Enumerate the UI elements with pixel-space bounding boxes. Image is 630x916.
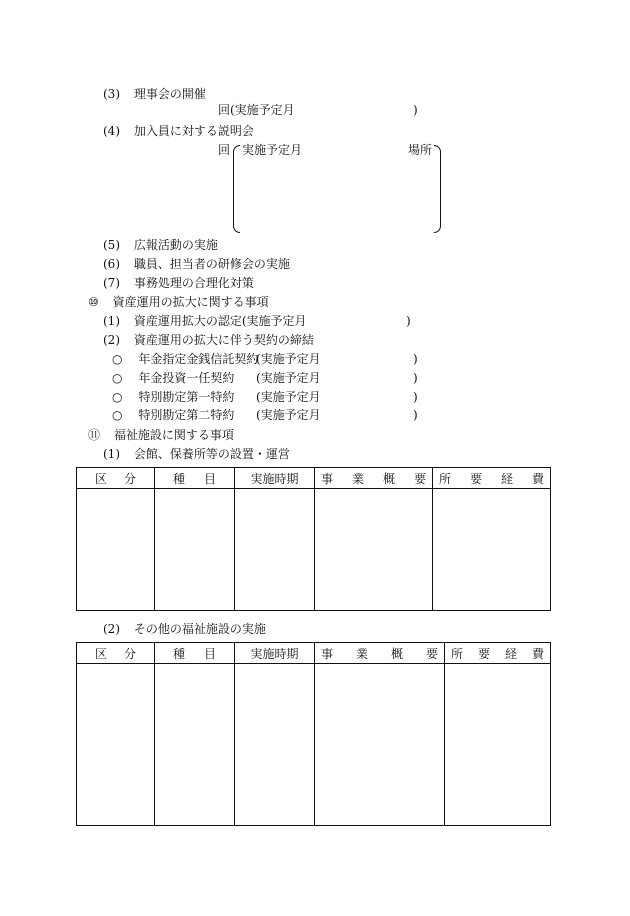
- cell-shoyo-keihi[interactable]: [433, 489, 551, 611]
- header-kubun: 区 分: [77, 468, 155, 489]
- header-kubun: 区 分: [77, 643, 155, 664]
- right-bracket: [434, 145, 441, 233]
- header-shoyo-keihi: 所 要 経 費: [433, 468, 551, 489]
- contract-name: 年金指定金銭信託契約: [138, 352, 259, 366]
- item-label: 広報活動の実施: [133, 238, 218, 252]
- item-number: (6): [103, 257, 120, 271]
- header-jigyo-gaiyo: 事 業 概 要: [315, 468, 433, 489]
- item-number: (1): [103, 447, 120, 461]
- cell-shumoku[interactable]: [155, 489, 235, 611]
- circle-bullet-icon: ○: [112, 352, 123, 366]
- header-shoyo-keihi: 所 要 経 費: [445, 643, 551, 664]
- item-label: 事務処理の合理化対策: [133, 276, 254, 290]
- header-shumoku: 種 目: [155, 643, 235, 664]
- item-label: 資産運用の拡大に伴う契約の締結: [133, 333, 314, 347]
- contract-name: 特別勘定第二特約: [138, 408, 235, 422]
- contract-name: 年金投資一任契約: [138, 371, 235, 385]
- contract-month: (実施予定月: [256, 390, 321, 404]
- item-number: (4): [103, 124, 120, 138]
- cell-jisshi-jiki[interactable]: [235, 664, 315, 826]
- item-label: 理事会の開催: [133, 87, 206, 101]
- item-label: 加入員に対する説明会: [133, 124, 254, 138]
- cell-jigyo-gaiyo[interactable]: [315, 489, 433, 611]
- contract-month: (実施予定月: [256, 352, 321, 366]
- item-number: (7): [103, 276, 120, 290]
- contract-month: (実施予定月: [256, 408, 321, 422]
- contract-row: [112, 352, 258, 366]
- item-number: (5): [103, 238, 120, 252]
- item-label: 職員、担当者の研修会の実施: [133, 257, 290, 271]
- item-6: [103, 257, 290, 271]
- circle-bullet-icon: ○: [112, 371, 123, 385]
- section-11-sub-1: [103, 447, 290, 461]
- item-5: [103, 238, 218, 252]
- header-jisshi-jiki: 実施時期: [235, 643, 315, 664]
- close-paren: ): [413, 371, 418, 385]
- item-3: [103, 87, 206, 101]
- circle-bullet-icon: ○: [112, 390, 123, 404]
- table-header-row: [77, 468, 551, 489]
- contract-row: [112, 408, 234, 422]
- item-4-count-label: 回: [218, 143, 231, 157]
- section-number: ⑩: [88, 295, 99, 309]
- item-number: (1): [103, 314, 120, 328]
- section-label: 福祉施設に関する事項: [113, 428, 234, 442]
- cell-jisshi-jiki[interactable]: [235, 489, 315, 611]
- contract-row: [112, 371, 234, 385]
- cell-shumoku[interactable]: [155, 664, 235, 826]
- section-label: 資産運用の拡大に関する事項: [112, 295, 269, 309]
- section-11-heading: [88, 428, 234, 442]
- contract-name: 特別勘定第一特約: [138, 390, 235, 404]
- item-3-schedule: [218, 103, 295, 117]
- table-row: [77, 489, 551, 611]
- circle-bullet-icon: ○: [112, 408, 123, 422]
- left-bracket: [233, 145, 240, 233]
- close-paren: ): [406, 314, 411, 328]
- schedule-label: 実施予定月: [242, 143, 303, 157]
- cell-kubun[interactable]: [77, 489, 155, 611]
- close-paren: ): [413, 103, 418, 117]
- item-number: (2): [103, 333, 120, 347]
- header-jisshi-jiki: 実施時期: [235, 468, 315, 489]
- facility-table-1: [76, 467, 551, 611]
- section-10-sub-1: [103, 314, 307, 328]
- contract-row: [112, 390, 234, 404]
- contract-month: (実施予定月: [256, 371, 321, 385]
- item-7: [103, 276, 254, 290]
- item-label: その他の福祉施設の実施: [133, 622, 266, 636]
- item-number: (2): [103, 622, 120, 636]
- item-4: [103, 124, 254, 138]
- cell-shoyo-keihi[interactable]: [445, 664, 551, 826]
- item-label: 資産運用拡大の認定(実施予定月: [133, 314, 307, 328]
- schedule-label: 回(実施予定月: [218, 103, 295, 117]
- table-row: [77, 664, 551, 826]
- item-label: 会館、保養所等の設置・運営: [133, 447, 290, 461]
- section-number: ⑪: [88, 428, 101, 442]
- header-jigyo-gaiyo: 事 業 概 要: [315, 643, 445, 664]
- close-paren: ): [413, 390, 418, 404]
- close-paren: ): [413, 408, 418, 422]
- place-label: 場所: [408, 143, 433, 157]
- cell-kubun[interactable]: [77, 664, 155, 826]
- section-10-heading: [88, 295, 269, 309]
- table-header-row: [77, 643, 551, 664]
- header-shumoku: 種 目: [155, 468, 235, 489]
- cell-jigyo-gaiyo[interactable]: [315, 664, 445, 826]
- section-11-sub-2: [103, 622, 266, 636]
- close-paren: ): [413, 352, 418, 366]
- section-10-sub-2: [103, 333, 314, 347]
- item-number: (3): [103, 87, 120, 101]
- facility-table-2: [76, 642, 551, 826]
